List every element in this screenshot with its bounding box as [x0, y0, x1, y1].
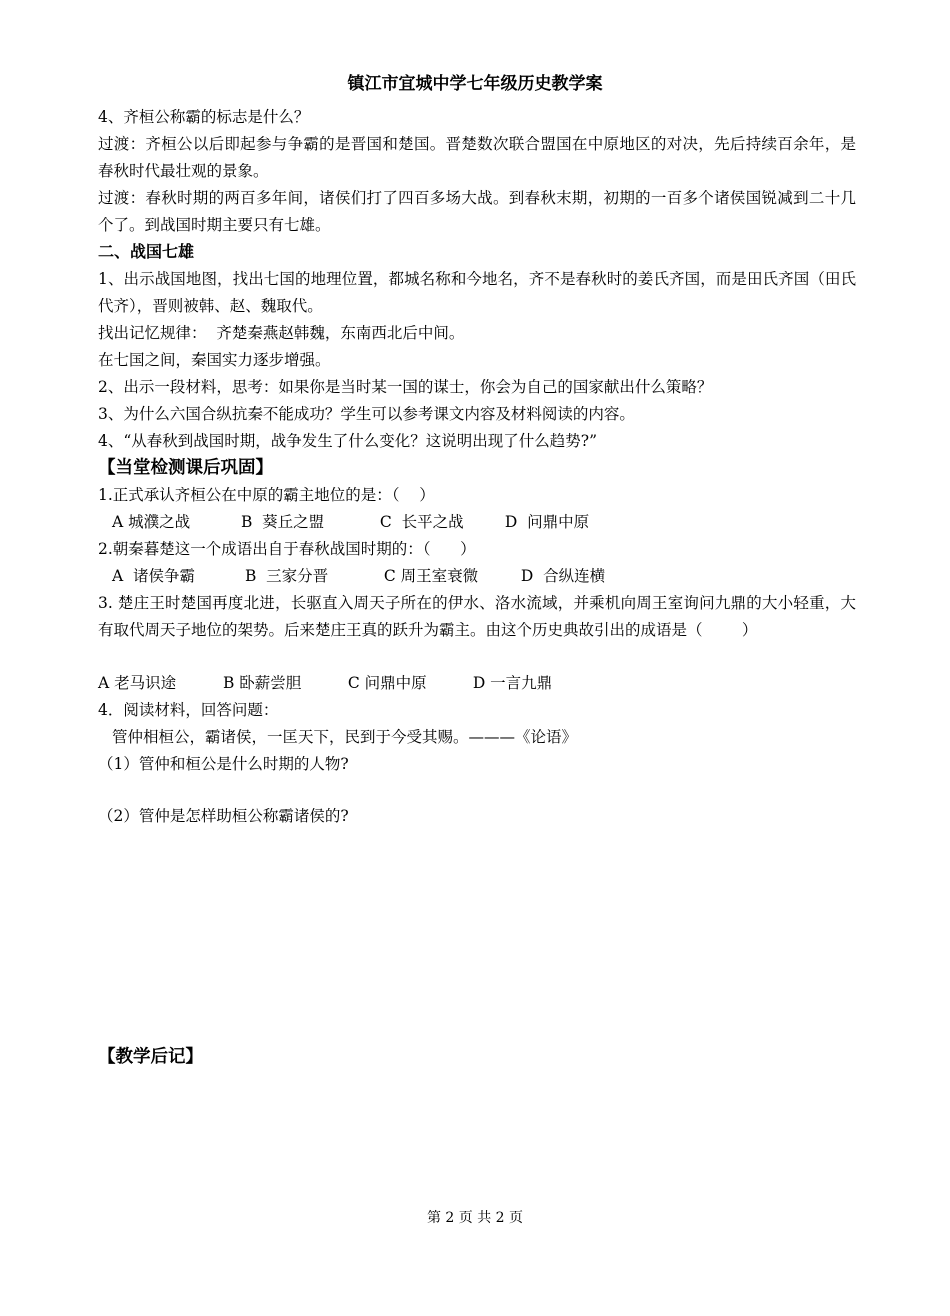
qin-strength-text: 在七国之间，秦国实力逐步增强。 [98, 351, 331, 369]
transition-paragraph-1: 过渡：齐桓公以后即起参与争霸的是晋国和楚国。晋楚数次联合盟国在中原地区的对决，先后持续百余年，是春秋时代最壮观的景象。 [98, 135, 856, 180]
quiz-q2-options [98, 563, 856, 590]
question-4-text: 4、齐桓公称霸的标志是什么？ [98, 108, 310, 126]
activity-paragraph-1: 1、出示战国地图，找出七国的地理位置，都城名称和今地名，齐不是春秋时的姜氏齐国，而是田氏齐国（田氏代齐），晋则被韩、赵、魏取代。 [98, 270, 856, 315]
quiz-q1-options [98, 509, 856, 536]
memory-rule-text: 找出记忆规律： 齐楚秦燕赵韩魏，东南西北后中间。 [98, 324, 465, 342]
postscript-heading: 【教学后记】 [98, 1047, 203, 1067]
quiz-heading: 【当堂检测课后巩固】 [98, 458, 273, 478]
quiz-q2-option-a: A 诸侯争霸 [112, 567, 196, 585]
quiz-q2-option-b: B 三家分晋 [244, 567, 329, 585]
quiz-q4-stem: 4．阅读材料，回答问题： [98, 701, 279, 719]
activity-paragraph-3: 3、为什么六国合纵抗秦不能成功？学生可以参考课文内容及材料阅读的内容。 [98, 405, 635, 423]
quiz-q4-sub-question-2: （2）管仲是怎样助桓公称霸诸侯的? [98, 807, 349, 825]
quiz-q4-sub-question-1: （1）管仲和桓公是什么时期的人物? [98, 755, 349, 773]
quiz-q1-option-c: C 长平之战 [379, 513, 464, 531]
quiz-q3-option-b: B 卧薪尝胆 [222, 674, 302, 692]
section-heading-warring-states: 二、战国七雄 [98, 242, 195, 261]
transition-paragraph-2: 过渡：春秋时期的两百多年间，诸侯们打了四百多场大战。到春秋末期，初期的一百多个诸侯国锐减到二十几个了。到战国时期主要只有七雄。 [98, 189, 856, 234]
quiz-q1-option-a: A 城濮之战 [112, 513, 191, 531]
quiz-q2-option-c: C 周王室衰微 [383, 567, 479, 585]
quiz-q1-option-b: B 葵丘之盟 [240, 513, 325, 531]
activity-paragraph-2: 2、出示一段材料，思考：如果你是当时某一国的谋士，你会为自己的国家献出什么策略？ [98, 378, 713, 396]
quiz-q4-material: 管仲相桓公，霸诸侯，一匡天下，民到于今受其赐。———《论语》 [112, 728, 578, 746]
quiz-q3-stem: 3. 楚庄王时楚国再度北进，长驱直入周天子所在的伊水、洛水流域，并乘机向周王室询问九鼎的大小轻重，大有取代周天子地位的架势。后来楚庄王真的跃升为霸主。由这个历史典故引出的成语是（ ） [98, 594, 856, 639]
quiz-q3-options [98, 670, 856, 697]
page-number-footer: 第 2 页 共 2 页 [426, 1210, 524, 1226]
quiz-q2-stem: 2.朝秦暮楚这一个成语出自于春秋战国时期的：（ ） [98, 540, 476, 558]
quiz-q1-stem: 1.正式承认齐桓公在中原的霸主地位的是：（ ） [98, 486, 435, 504]
quiz-q3-option-c: C 问鼎中原 [347, 674, 427, 692]
activity-paragraph-4: 4、“从春秋到战国时期，战争发生了什么变化？这说明出现了什么趋势?” [98, 432, 598, 450]
quiz-q3-option-a: A 老马识途 [98, 674, 177, 692]
page-title: 镇江市宜城中学七年级历史教学案 [347, 74, 603, 94]
quiz-q1-option-d: D 问鼎中原 [504, 513, 590, 531]
quiz-q2-option-d: D 合纵连横 [520, 567, 606, 585]
quiz-q3-option-d: D 一言九鼎 [472, 674, 553, 692]
